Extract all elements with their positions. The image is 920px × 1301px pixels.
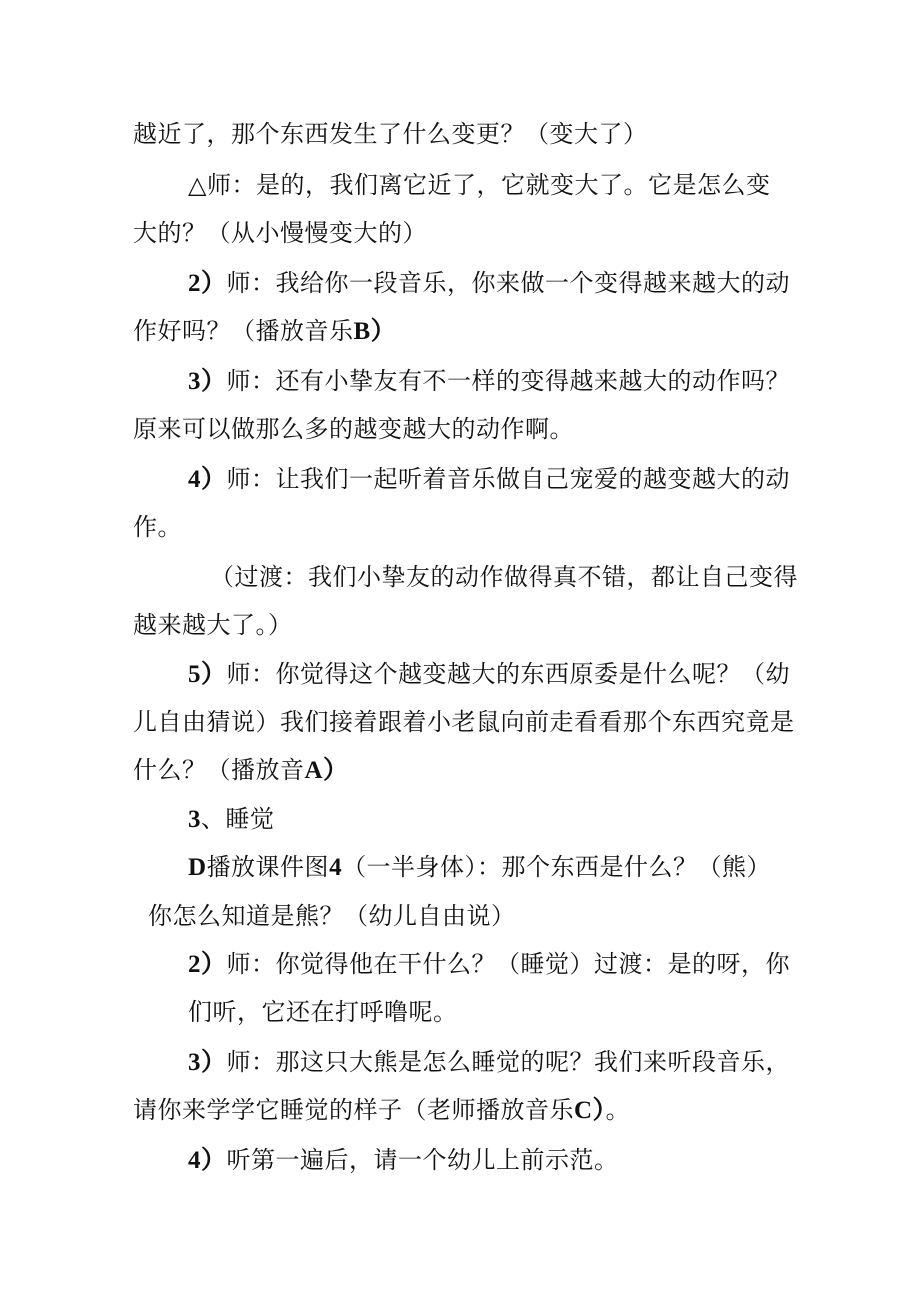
text-line bbox=[133, 316, 396, 347]
line-text: 听第一遍后，请一个幼儿上前示范。 bbox=[226, 1146, 619, 1174]
list-item-line bbox=[188, 659, 790, 690]
line-text: 师：我给你一段音乐，你来做一个变得越来越大的动 bbox=[226, 269, 791, 297]
list-item-line bbox=[188, 1047, 790, 1078]
text-line bbox=[210, 562, 798, 592]
line-text: 请你来学学它睡觉的样子（老师播放音乐 bbox=[133, 1096, 574, 1124]
line-text: 作。 bbox=[133, 513, 182, 541]
item-number: 4） bbox=[188, 466, 227, 493]
line-text: 大的？（从小慢慢变大的） bbox=[133, 219, 427, 247]
list-item-line bbox=[188, 366, 790, 397]
section-number: 3 bbox=[188, 806, 201, 833]
text-line bbox=[133, 218, 427, 248]
list-item-line bbox=[188, 1145, 619, 1176]
text-line bbox=[188, 997, 458, 1027]
music-label: C） bbox=[574, 1097, 606, 1124]
item-number: 4） bbox=[188, 1147, 227, 1174]
line-text: 越近了，那个东西发生了什么变更？（变大了） bbox=[133, 120, 648, 148]
line-text: 。 bbox=[605, 1096, 631, 1124]
text-line bbox=[133, 610, 293, 640]
text-line bbox=[133, 1095, 630, 1126]
line-text: 师：还有小挚友有不一样的变得越来越大的动作吗？ bbox=[226, 367, 791, 395]
line-text: （一半身体）：那个东西是什么？（熊） bbox=[342, 853, 772, 881]
line-text: （过渡：我们小挚友的动作做得真不错，都让自己变得 bbox=[210, 563, 798, 591]
section-title: 、睡觉 bbox=[201, 805, 275, 833]
list-item-line bbox=[188, 949, 790, 980]
line-text: 师：那这只大熊是怎么睡觉的呢？我们来听段音乐， bbox=[226, 1048, 791, 1076]
line-text: 们听，它还在打呼噜呢。 bbox=[188, 998, 458, 1026]
line-text: 什么？（播放音 bbox=[133, 756, 305, 784]
line-text: 越来越大了。） bbox=[133, 611, 293, 639]
line-text: 师：你觉得他在干什么？（睡觉）过渡：是的呀，你 bbox=[226, 950, 791, 978]
item-number: 5） bbox=[188, 661, 227, 688]
text-line bbox=[133, 755, 349, 786]
line-text: 师：你觉得这个越变越大的东西原委是什么呢？（幼 bbox=[226, 660, 791, 688]
item-number: 2） bbox=[188, 951, 227, 978]
text-line bbox=[133, 119, 648, 149]
text-line bbox=[148, 901, 516, 931]
line-text: 儿自由猜说）我们接着跟着小老鼠向前走看看那个东西究竟是 bbox=[133, 708, 795, 736]
line-text: 师：让我们一起听着音乐做自己宠爱的越变越大的动 bbox=[226, 465, 791, 493]
text-line bbox=[133, 707, 795, 737]
figure-number: 4 bbox=[329, 854, 343, 881]
item-number: 2） bbox=[188, 270, 227, 297]
line-text: 原来可以做那么多的越变越大的动作啊。 bbox=[133, 415, 574, 443]
music-label: B） bbox=[353, 318, 397, 345]
line-text: 播放课件图 bbox=[206, 853, 330, 881]
section-heading bbox=[188, 804, 275, 835]
text-line bbox=[133, 512, 182, 542]
item-marker: D bbox=[188, 854, 207, 881]
list-item-line bbox=[188, 268, 790, 299]
music-label: A） bbox=[304, 757, 349, 784]
item-number: 3） bbox=[188, 368, 227, 395]
item-number: 3） bbox=[188, 1049, 227, 1076]
text-line bbox=[188, 170, 770, 200]
list-item-line bbox=[188, 464, 790, 495]
text-line bbox=[133, 414, 574, 444]
line-text: 作好吗？（播放音乐 bbox=[133, 317, 354, 345]
text-line bbox=[188, 852, 771, 883]
line-text: △师：是的，我们离它近了，它就变大了。它是怎么变 bbox=[188, 171, 771, 199]
line-text: 你怎么知道是熊？（幼儿自由说） bbox=[148, 902, 516, 930]
